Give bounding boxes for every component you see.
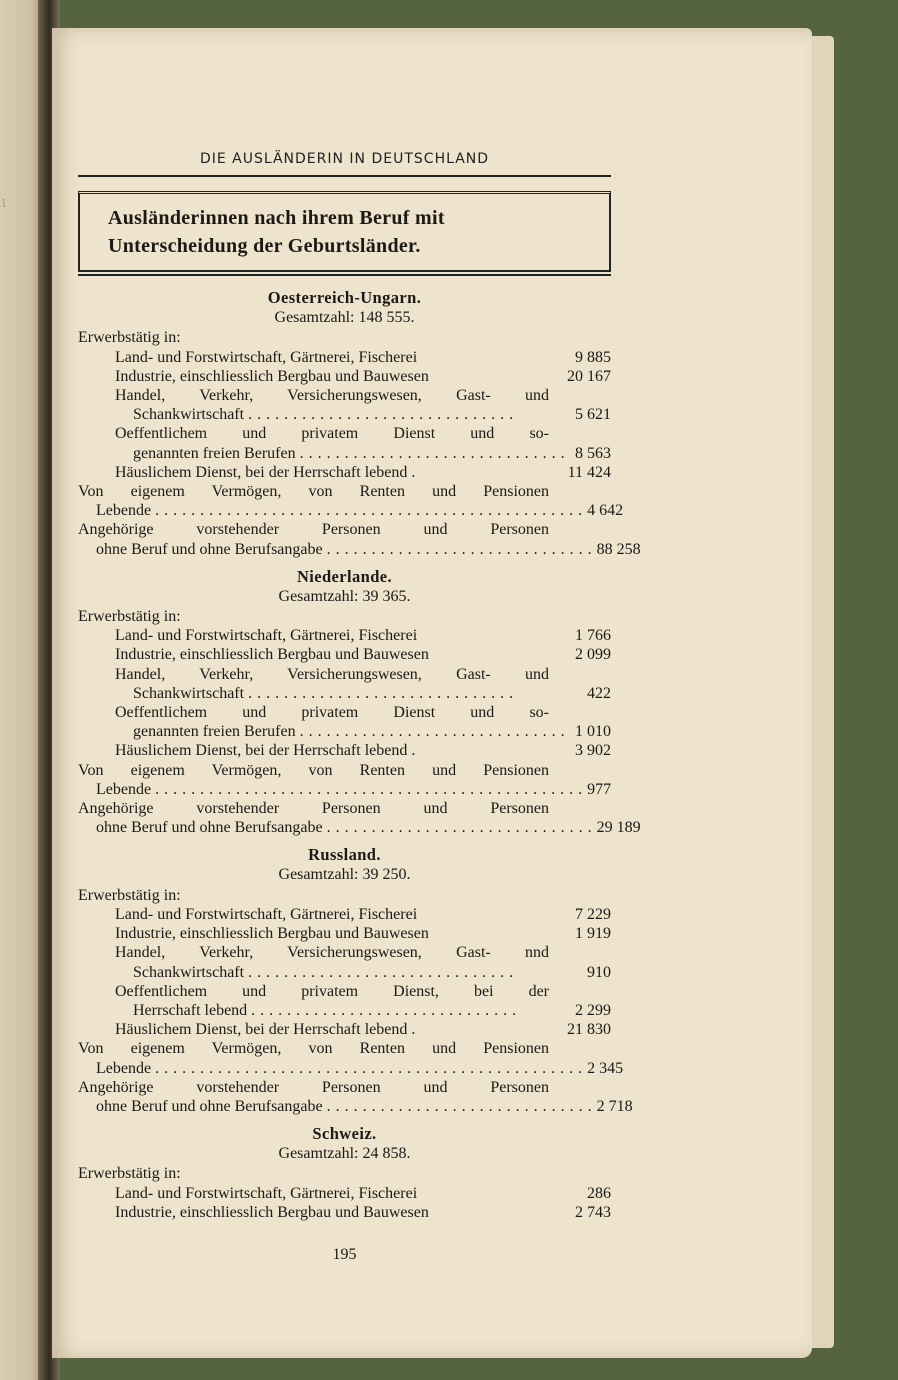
row-means bbox=[78, 501, 624, 520]
title-line-2: Unterscheidung der Geburtsländer. bbox=[108, 235, 421, 258]
row-label: Häuslichem Dienst, bei der Herrschaft lebend . bbox=[115, 742, 416, 760]
row-domestic bbox=[78, 1020, 611, 1039]
employed-label: Erwerbstätig in: bbox=[78, 1165, 181, 1183]
row-public bbox=[78, 722, 611, 741]
row-agriculture bbox=[78, 348, 611, 367]
row-dependents-line1: Angehörige vorstehender Personen und Personen bbox=[78, 1078, 549, 1096]
row-value: 422 bbox=[587, 684, 611, 702]
row-value: 3 902 bbox=[575, 742, 611, 760]
row-value: 20 167 bbox=[567, 367, 611, 385]
row-domestic bbox=[78, 741, 611, 760]
row-trade-line1: Handel, Verkehr, Versicherungswesen, Gast- nnd bbox=[115, 944, 549, 962]
country-section bbox=[78, 566, 641, 838]
page-number: 195 bbox=[332, 1246, 357, 1263]
row-label: Lebende ................................................ bbox=[96, 780, 588, 798]
row-value: 977 bbox=[587, 780, 612, 798]
employed-label: Erwerbstätig in: bbox=[78, 608, 181, 626]
country-section bbox=[78, 845, 633, 1116]
country-heading: Russland. bbox=[308, 845, 381, 865]
row-label: ohne Beruf und ohne Berufsangabe .............................. bbox=[96, 819, 597, 837]
page-content bbox=[78, 150, 641, 1222]
row-value: 21 830 bbox=[567, 1021, 611, 1039]
row-value: 8 563 bbox=[575, 444, 611, 462]
row-industry bbox=[78, 1203, 611, 1222]
row-label: Land- und Forstwirtschaft, Gärtnerei, Fischerei bbox=[115, 348, 418, 366]
country-total: Gesamtzahl: 148 555. bbox=[274, 309, 415, 327]
row-value: 88 258 bbox=[596, 540, 641, 558]
row-label: Herrschaft lebend .............................. bbox=[133, 1001, 522, 1019]
row-value: 4 642 bbox=[587, 502, 624, 520]
row-value: 2 718 bbox=[596, 1097, 633, 1115]
row-domestic bbox=[78, 463, 611, 482]
row-industry bbox=[78, 367, 611, 386]
row-means-line1: Von eigenem Vermögen, von Renten und Pensionen bbox=[78, 1040, 549, 1058]
country-heading: Oesterreich-Ungarn. bbox=[267, 288, 422, 308]
country-sections bbox=[78, 288, 641, 1222]
row-means bbox=[78, 780, 611, 799]
row-dependents-line1: Angehörige vorstehender Personen und Personen bbox=[78, 800, 549, 818]
country-section bbox=[78, 1124, 611, 1222]
country-total: Gesamtzahl: 24 858. bbox=[278, 1145, 411, 1163]
row-value: 2 099 bbox=[575, 646, 611, 664]
row-dependents bbox=[78, 818, 641, 837]
row-dependents bbox=[78, 540, 641, 559]
row-value: 9 885 bbox=[575, 348, 611, 366]
row-means-line1: Von eigenem Vermögen, von Renten und Pensionen bbox=[78, 761, 549, 779]
row-trade bbox=[78, 684, 611, 703]
row-label: Industrie, einschliesslich Bergbau und Bauwesen bbox=[115, 367, 429, 385]
title-bottom-rule bbox=[78, 274, 611, 276]
row-value: 5 621 bbox=[575, 406, 611, 424]
row-label: Land- und Forstwirtschaft, Gärtnerei, Fischerei bbox=[115, 905, 418, 923]
employed-label: Erwerbstätig in: bbox=[78, 886, 181, 904]
row-public-line1: Oeffentlichem und privatem Dienst und so- bbox=[115, 425, 549, 443]
title-line-1: Ausländerinnen nach ihrem Beruf mit bbox=[108, 207, 445, 230]
row-public-line1: Oeffentlichem und privatem Dienst, bei der bbox=[115, 982, 549, 1000]
row-value: 29 189 bbox=[596, 819, 641, 837]
row-label: Häuslichem Dienst, bei der Herrschaft lebend . bbox=[115, 1021, 416, 1039]
row-value: 286 bbox=[587, 1184, 611, 1202]
row-value: 1 919 bbox=[575, 925, 611, 943]
row-value: 2 743 bbox=[575, 1203, 611, 1221]
row-label: Lebende ................................................ bbox=[96, 502, 588, 520]
row-agriculture bbox=[78, 626, 611, 645]
row-industry bbox=[78, 924, 611, 943]
row-label: Industrie, einschliesslich Bergbau und Bauwesen bbox=[115, 925, 429, 943]
row-means-line1: Von eigenem Vermögen, von Renten und Pensionen bbox=[78, 483, 549, 501]
country-section bbox=[78, 288, 641, 559]
row-means bbox=[78, 1059, 624, 1078]
row-public bbox=[78, 1001, 611, 1020]
row-label: Schankwirtschaft .............................. bbox=[133, 406, 519, 424]
row-label: genannten freien Berufen .............................. bbox=[133, 723, 570, 741]
running-head: DIE AUSLÄNDERIN IN DEUTSCHLAND bbox=[199, 151, 490, 167]
row-value: 2 299 bbox=[575, 1001, 611, 1019]
row-value: 11 424 bbox=[567, 463, 611, 481]
row-label: ohne Beruf und ohne Berufsangabe .............................. bbox=[96, 540, 597, 558]
row-agriculture bbox=[78, 905, 611, 924]
row-dependents-line1: Angehörige vorstehender Personen und Personen bbox=[78, 521, 549, 539]
row-label: Lebende ................................................ bbox=[96, 1059, 588, 1077]
row-industry bbox=[78, 645, 611, 664]
country-heading: Schweiz. bbox=[312, 1124, 377, 1144]
row-label: Häuslichem Dienst, bei der Herrschaft lebend . bbox=[115, 463, 416, 481]
row-label: Schankwirtschaft .............................. bbox=[133, 963, 519, 981]
row-trade bbox=[78, 963, 611, 982]
row-value: 2 345 bbox=[587, 1059, 624, 1077]
row-value: 910 bbox=[587, 963, 611, 981]
facing-page-text: ⁝ bbox=[1, 195, 7, 211]
row-value: 1 766 bbox=[575, 627, 611, 645]
row-label: Land- und Forstwirtschaft, Gärtnerei, Fischerei bbox=[115, 1184, 418, 1202]
country-heading: Niederlande. bbox=[296, 566, 393, 586]
row-label: Industrie, einschliesslich Bergbau und Bauwesen bbox=[115, 1203, 429, 1221]
table-title-box bbox=[78, 191, 611, 272]
row-label: ohne Beruf und ohne Berufsangabe .............................. bbox=[96, 1097, 597, 1115]
row-dependents bbox=[78, 1097, 633, 1116]
header-rule bbox=[78, 175, 611, 177]
country-total: Gesamtzahl: 39 250. bbox=[278, 866, 411, 884]
row-label: Schankwirtschaft .............................. bbox=[133, 684, 519, 702]
row-agriculture bbox=[78, 1184, 611, 1203]
employed-label: Erwerbstätig in: bbox=[78, 329, 181, 347]
country-total: Gesamtzahl: 39 365. bbox=[278, 587, 411, 605]
row-label: Land- und Forstwirtschaft, Gärtnerei, Fischerei bbox=[115, 627, 418, 645]
row-value: 7 229 bbox=[575, 905, 611, 923]
row-label: Industrie, einschliesslich Bergbau und Bauwesen bbox=[115, 646, 429, 664]
row-trade bbox=[78, 405, 611, 424]
row-value: 1 010 bbox=[575, 723, 611, 741]
row-public-line1: Oeffentlichem und privatem Dienst und so- bbox=[115, 704, 549, 722]
row-label: genannten freien Berufen .............................. bbox=[133, 444, 570, 462]
row-trade-line1: Handel, Verkehr, Versicherungswesen, Gast- und bbox=[115, 665, 549, 683]
row-public bbox=[78, 444, 611, 463]
row-trade-line1: Handel, Verkehr, Versicherungswesen, Gast- und bbox=[115, 387, 549, 405]
